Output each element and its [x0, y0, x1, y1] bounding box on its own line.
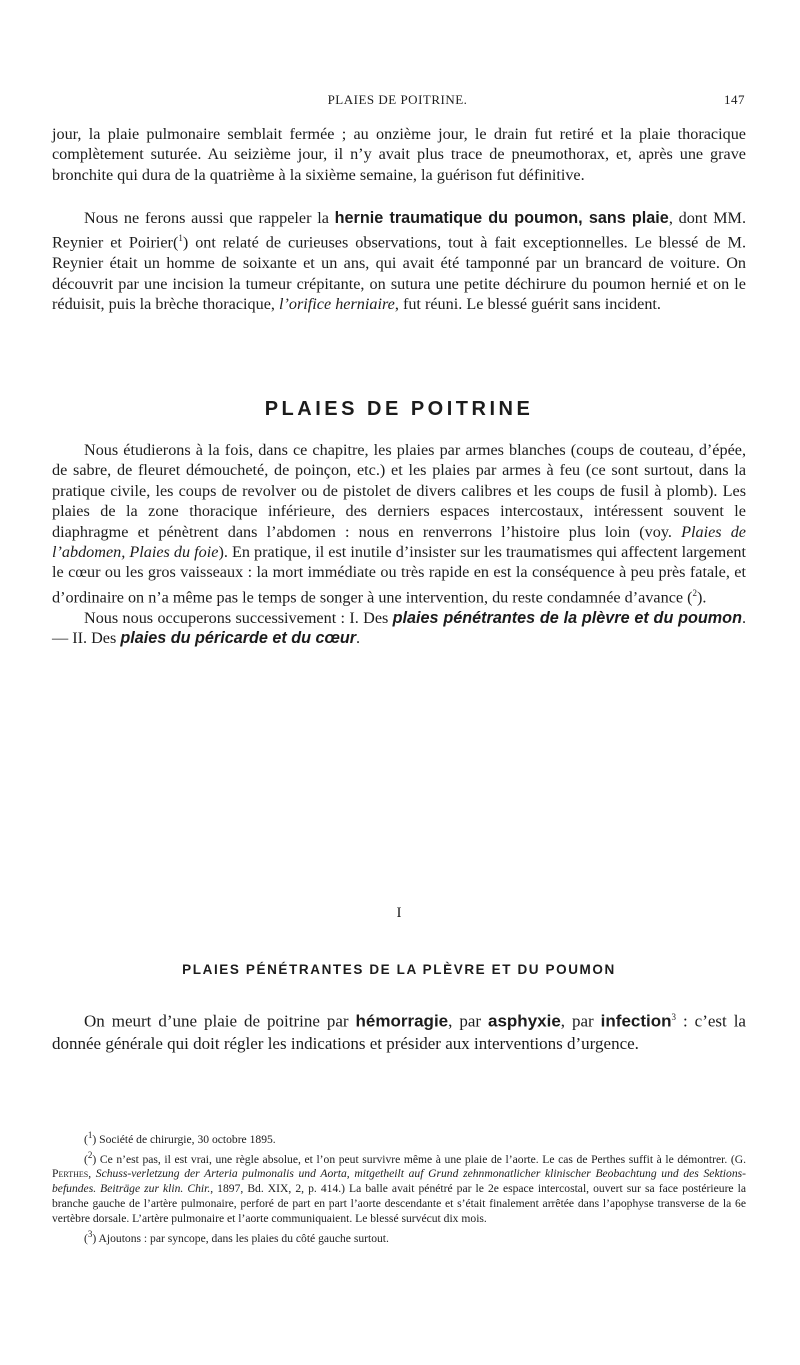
bold-italic-term-plevre: plaies pénétrantes de la plèvre et du poumon — [392, 608, 742, 627]
bold-term-hernie: hernie traumatique du poumon, sans plaie — [334, 209, 669, 227]
text-run: Nous étudierons à la fois, dans ce chapitre, les plaies par armes blanches (coups de couteau, d’épée, de sabre, de fleuret démoucheté, de poinçon, etc.) et les plaies par armes à feu (ce sont surtout, dans la pratique civile, les coups de revolver ou de pistolet de divers calibres et les coups de fusil à plomb). Les plaies de la zone thoracique inférieure, des derniers espaces intercostaux, intéressent souvent le diaphragme et pénètrent dans l’abdomen : nous en renverrons l’histoire plus loin (voy. — [52, 441, 746, 541]
paragraph-continuation — [52, 124, 746, 185]
text-run: Nous ne ferons aussi que rappeler la — [84, 209, 335, 227]
bold-term-asphyxie: asphyxie — [488, 1011, 561, 1031]
bold-italic-term-pericarde: plaies du péricarde et du cœur — [120, 629, 357, 648]
paragraph-5 — [52, 1006, 746, 1055]
text-run: , par — [448, 1011, 489, 1031]
paragraph-1: jour, la plaie pulmonaire semblait fermée ; au onzième jour, le drain fut retiré et la plaie thoracique complètement suturée. Au seizième jour, il n’y avait plus trace de pneumothorax, et, après une grave bronchite qui dura de la quatrième à la sixième semaine, la guérison fut définitive. — [52, 125, 746, 184]
footnote-3: ($^3$) Ajoutons : par syncope, dans les plaies du côté gauche surtout. — [84, 1228, 389, 1245]
footnote-ref-3: 3 — [671, 1012, 677, 1022]
text-run: ). En pratique, il est inutile d’insister sur les traumatismes qui affectent largement le cœur ou les gros vaisseaux : la mort immédiate ou très rapide en est la conséquence à peu près fatale, et d’ordinaire on n’a même pas le temps de songer à une intervention, du reste condamnée d’avance ( — [52, 543, 747, 607]
bold-term-hemorragie: hémorragie — [355, 1011, 449, 1031]
footnote-text: , 1897, Bd. XIX, 2, p. 414.) La balle avait pénétré par le 2e espace intercostal, ouvert sur sa face postérieure la branche gauche de l’artère pulmonaire, perforé de part en part l’aorte descendante et s’était finalement arrêtée dans l’apophyse transverse de la 6e vertèbre dorsale. L’artère pulmonaire et l’aorte communiquaient. Le blessé survécut dix mois. — [52, 1182, 746, 1225]
paragraph-3 — [52, 440, 746, 608]
footnote-mark: 3 — [87, 1228, 93, 1239]
text-run: . — [356, 629, 361, 648]
running-head-title: PLAIES DE POITRINE. — [327, 92, 468, 107]
running-head — [50, 92, 745, 110]
footnote-citation-title: Schuss-verletzung der Arteria pulmonalis und Aorta, mitgetheilt auf Grund zehnmonatlicher klinischer Beobachtung und des Sektions-befundes. Beiträge zur klin. Chir. — [52, 1167, 746, 1196]
paragraph-4 — [52, 608, 746, 649]
footnote-mark: 1 — [87, 1130, 93, 1140]
bold-term-infection: infection — [600, 1011, 672, 1031]
footnotes — [52, 1128, 746, 1246]
footnote-text: Ce n’est pas, il est vrai, une règle absolue, et l’on peut survivre même à une plaie de l’aorte. Le cas de Perthes suffit à le démontrer. (G. — [96, 1152, 746, 1166]
footnote-ref-1: 1 — [178, 233, 183, 244]
text-run: , dont MM. Reynier et Poirier( — [52, 209, 746, 252]
subsection-number: I — [396, 905, 402, 921]
text-run: : c’est la donnée générale qui doit régler les indications et présider aux interventions d’urgence. — [52, 1011, 746, 1053]
text-run: , par — [560, 1011, 601, 1031]
footnote-text: Société de chirurgie, 30 octobre 1895. — [96, 1132, 276, 1146]
footnote-author: Perthes — [52, 1167, 89, 1181]
footnote-2: ($^2$) Ce n’est pas, il est vrai, une règle absolue, et l’on peut survivre même à une plaie de l’aorte. Le cas de Perthes suffit à le démontrer. (G. Perthes, Schuss-verletzung der Arteria pulmonalis und Aorta, mitgetheilt auf Grund zehnmonatlicher klinischer Beobachtung und des Sektions-befundes. Beiträge zur klin. Chir., 1897, Bd. XIX, 2, p. 414.) La balle avait pénétré par le 2e espace intercostal, ouvert sur sa face postérieure la branche gauche de l’artère pulmonaire, perforé de part en part l’aorte descendante et s’était finalement arrêtée dans l’apophyse transverse de la 6e vertèbre dorsale. L’artère pulmonaire et l’aorte communiquaient. Le blessé survécut dix mois. — [52, 1149, 746, 1225]
paragraph-intro-block — [52, 440, 746, 648]
text-run: , fut réuni. Le blessé guérit sans incident. — [394, 295, 661, 314]
footnote-1: ($^1$) Société de chirurgie, 30 octobre 1895. — [84, 1130, 276, 1146]
section-title: PLAIES DE POITRINE — [264, 398, 534, 420]
page-number: 147 — [724, 92, 745, 107]
footnote-mark: 2 — [87, 1149, 93, 1160]
footnote-ref-2: 2 — [692, 587, 698, 598]
paragraph-causes-block — [52, 1006, 746, 1055]
text-run: . — II. Des — [52, 608, 746, 648]
text-run: On meurt d’une plaie de poitrine par — [84, 1011, 356, 1031]
paragraph-2 — [52, 208, 746, 314]
italic-crossref: Plaies de l’abdomen, Plaies du foie — [52, 522, 746, 562]
italic-term-orifice: l’orifice herniaire — [279, 295, 395, 314]
text-run: Nous nous occuperons successivement : I. Des — [84, 608, 393, 627]
footnote-text: Ajoutons : par syncope, dans les plaies du côté gauche surtout. — [96, 1231, 389, 1245]
text-run: ) ont relaté de curieuses observations, tout à fait exceptionnelles. Le blessé de M. Reynier était un homme de soixante et un ans, qui avait été tamponné par un brancard de voiture. On découvrit par une incision la tumeur crépitante, on sutura une petite déchirure du poumon hernié et on le réduisit, puis la brèche thoracique, — [52, 233, 746, 314]
paragraph-hernie-block — [52, 208, 746, 314]
text-run: ). — [697, 588, 707, 607]
subsection-title: PLAIES PÉNÉTRANTES DE LA PLÈVRE ET DU POUMON — [182, 962, 616, 977]
footnote-text: , — [88, 1167, 96, 1181]
